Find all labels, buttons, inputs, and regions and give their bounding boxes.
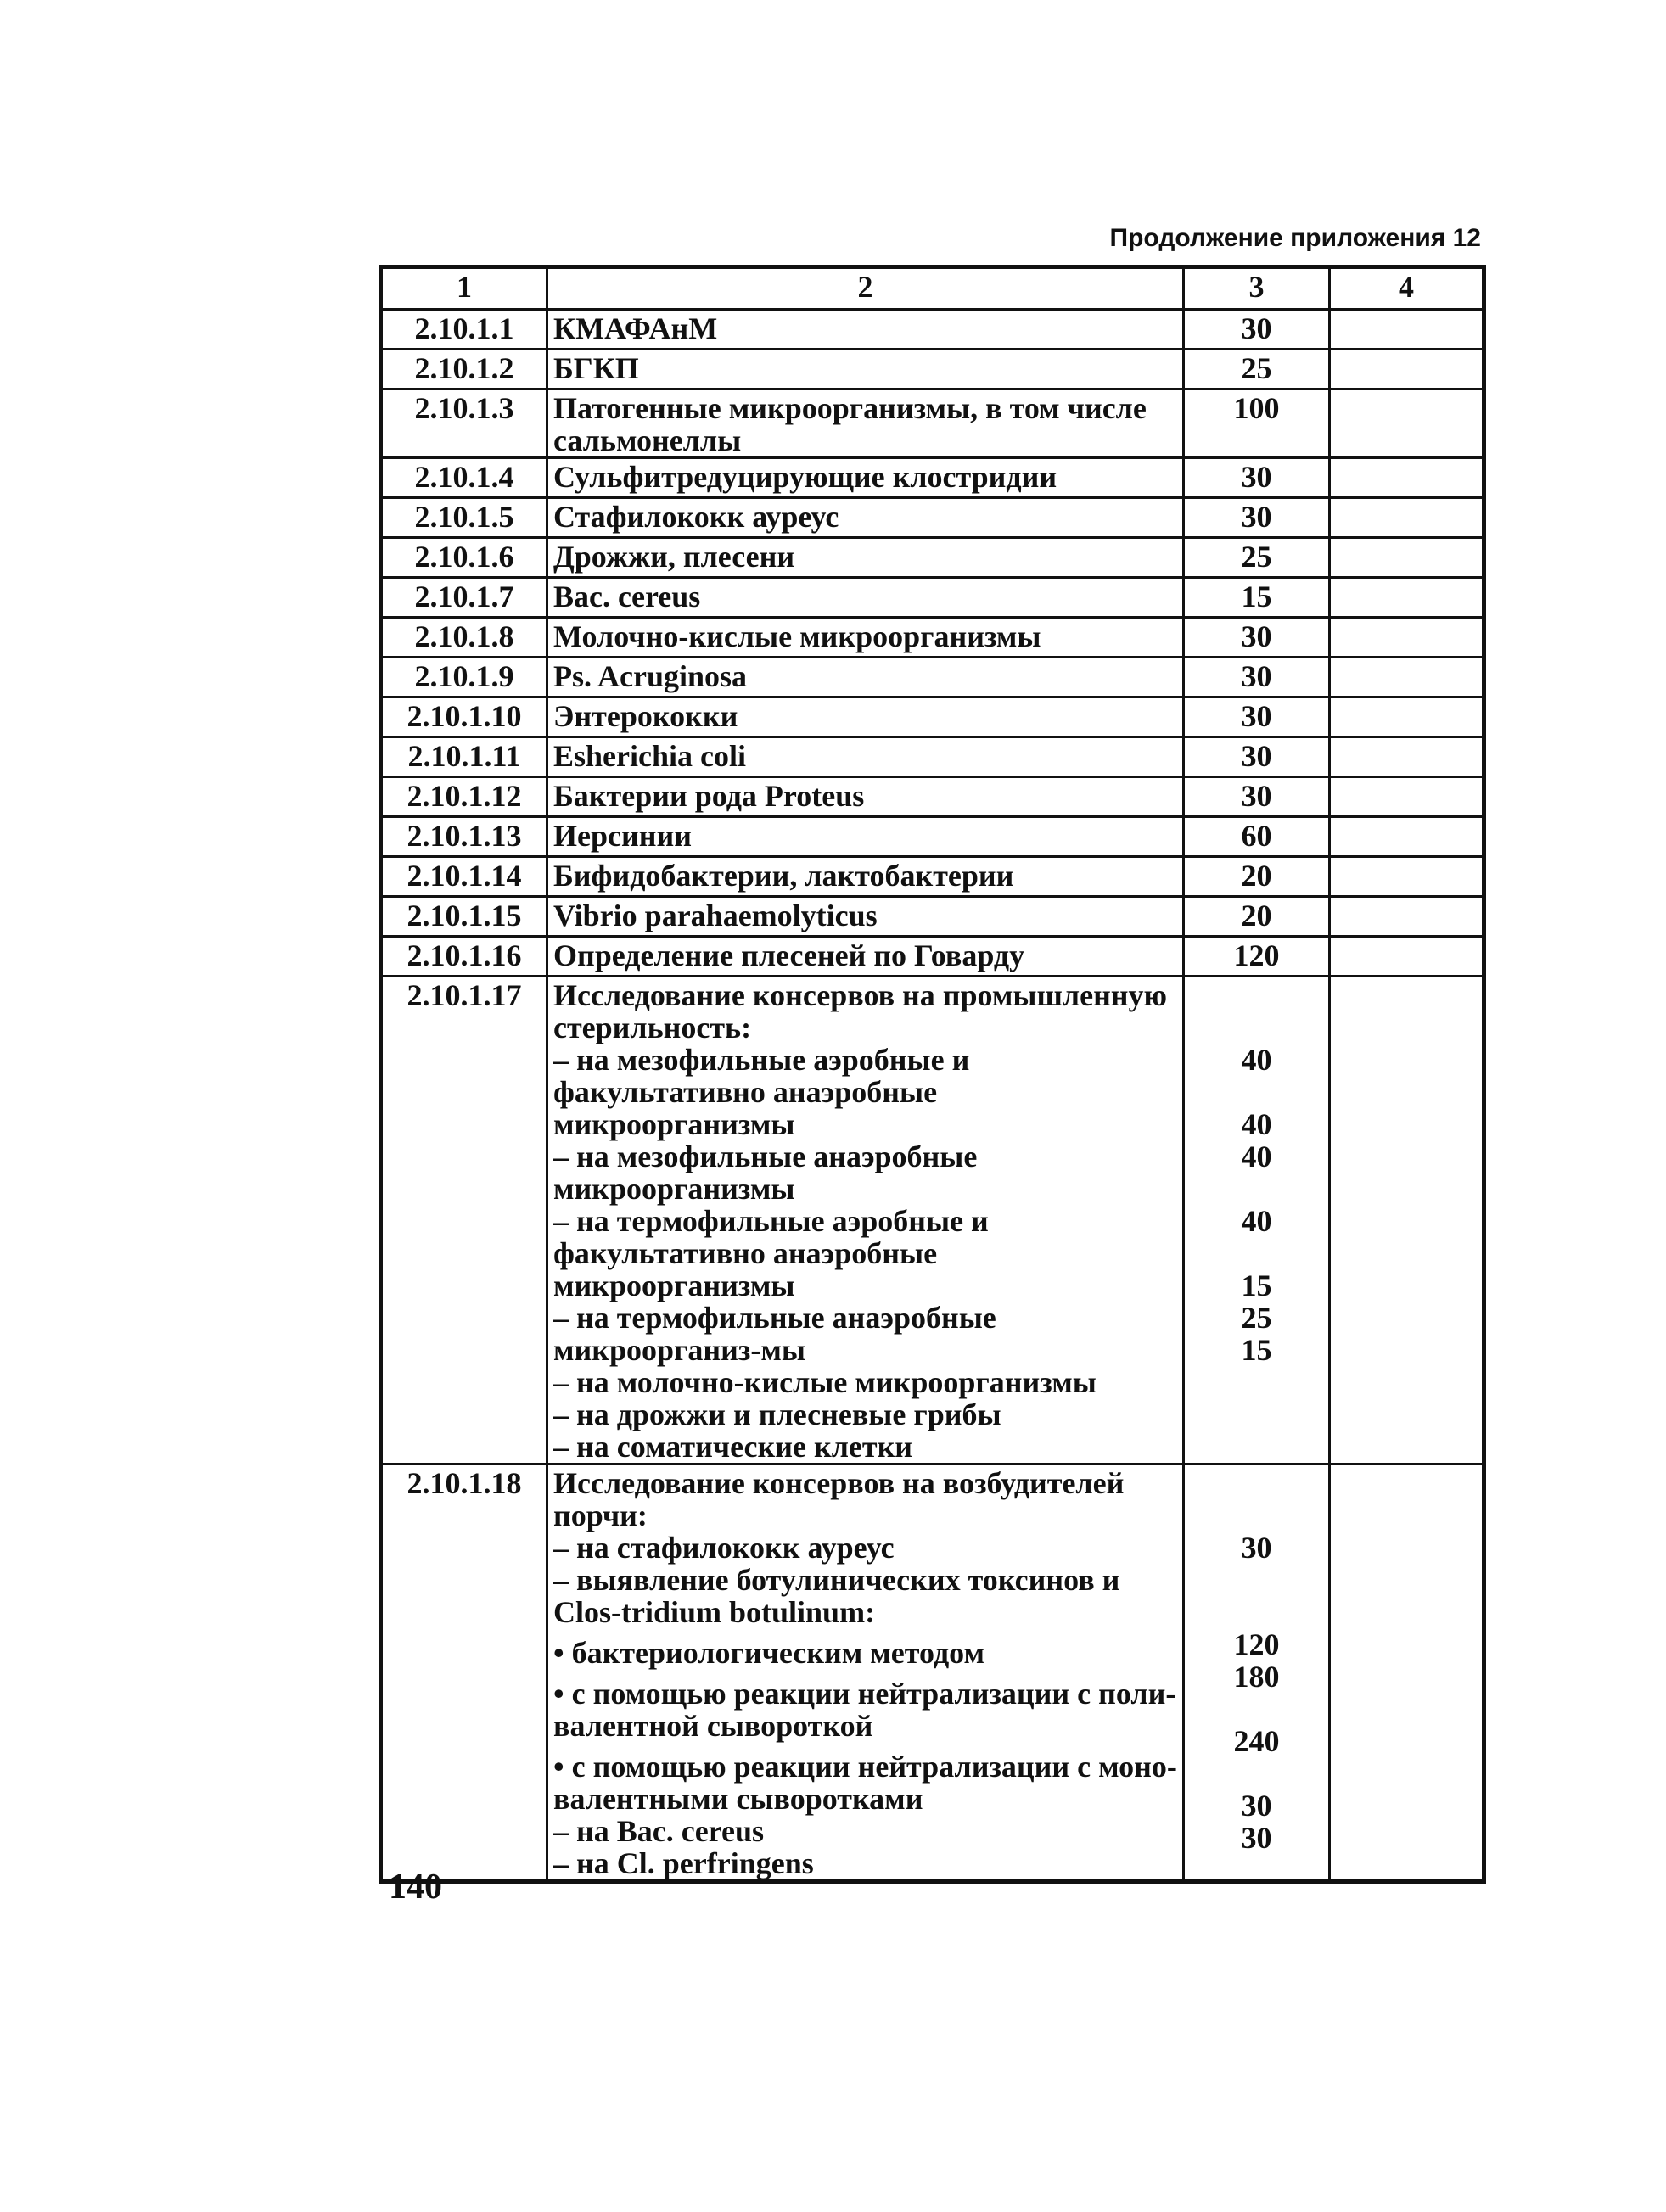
sub-item: – на мезофильные аэробные и факультативно анаэробные микроорганизмы: [553, 1043, 970, 1141]
sub-item: – на стафилококк ауреус: [553, 1531, 895, 1565]
sub-value: 240: [1233, 1724, 1280, 1758]
table-row: [381, 350, 1484, 389]
row-name: Vibrio parahaemolyticus: [547, 897, 1184, 937]
price-table: [379, 265, 1486, 1884]
table-row: [381, 857, 1484, 897]
sub-value: 30: [1241, 1531, 1272, 1565]
row-value: 25: [1184, 350, 1330, 389]
row-number: 2.10.1.10: [381, 697, 547, 737]
row-value: 30: [1184, 310, 1330, 350]
row-name: Патогенные микроорганизмы, в том числе сальмонеллы: [547, 389, 1184, 458]
sub-value: 40: [1241, 1107, 1272, 1141]
row-value: 120: [1184, 937, 1330, 977]
row-number: 2.10.1.18: [381, 1464, 547, 1882]
sub-value: 15: [1241, 1333, 1272, 1367]
table-row: [381, 310, 1484, 350]
row-value: 30: [1184, 737, 1330, 777]
row-value: 30: [1184, 697, 1330, 737]
row-name: Esherichia coli: [547, 737, 1184, 777]
sub-value: 25: [1241, 1301, 1272, 1335]
row-name: Бактерии рода Proteus: [547, 777, 1184, 817]
row-empty-cell: [1330, 538, 1484, 578]
row-empty-cell: [1330, 697, 1484, 737]
row-number: 2.10.1.1: [381, 310, 547, 350]
sub-value: 30: [1241, 1821, 1272, 1855]
sub-value: 40: [1241, 1140, 1272, 1173]
row-empty-cell: [1330, 458, 1484, 498]
table-row-sterility: [381, 977, 1484, 1464]
row-name: Бифидобактерии, лактобактерии: [547, 857, 1184, 897]
row-value: 15: [1184, 578, 1330, 618]
row-empty-cell: [1330, 897, 1484, 937]
row-number: 2.10.1.6: [381, 538, 547, 578]
sub-item: – на термофильные анаэробные микроорганиз-мы: [553, 1301, 996, 1367]
row-empty-cell: [1330, 937, 1484, 977]
row-number: 2.10.1.17: [381, 977, 547, 1464]
row-empty-cell: [1330, 977, 1484, 1464]
row-name: Сульфитредуцирующие клостридии: [547, 458, 1184, 498]
row-value: 30: [1184, 658, 1330, 697]
row-number: 2.10.1.15: [381, 897, 547, 937]
row-empty-cell: [1330, 1464, 1484, 1882]
header-col-4: 4: [1330, 267, 1484, 310]
row-value: 20: [1184, 857, 1330, 897]
row-empty-cell: [1330, 658, 1484, 697]
row-number: 2.10.1.11: [381, 737, 547, 777]
table-row: [381, 578, 1484, 618]
row-values: [1184, 1464, 1330, 1882]
table-row: [381, 777, 1484, 817]
row-number: 2.10.1.9: [381, 658, 547, 697]
sub-item: – на дрожжи и плесневые грибы: [553, 1397, 1001, 1431]
sub-value: 15: [1241, 1268, 1272, 1302]
row-empty-cell: [1330, 618, 1484, 658]
row-value: 30: [1184, 618, 1330, 658]
row-empty-cell: [1330, 350, 1484, 389]
row-name: Определение плесеней по Говарду: [547, 937, 1184, 977]
header-col-2: 2: [547, 267, 1184, 310]
sub-item: – на Bac. cereus: [553, 1814, 765, 1848]
row-empty-cell: [1330, 737, 1484, 777]
row-name: КМАФАнМ: [547, 310, 1184, 350]
row-number: 2.10.1.12: [381, 777, 547, 817]
sub-item: – на Cl. perfringens: [553, 1846, 814, 1880]
table-row: [381, 937, 1484, 977]
header-col-3: 3: [1184, 267, 1330, 310]
row-name: Дрожжи, плесени: [547, 538, 1184, 578]
table-row: [381, 897, 1484, 937]
row-intro: Исследование консервов на промышленную стерильность:: [553, 978, 1168, 1044]
row-empty-cell: [1330, 857, 1484, 897]
table-row-spoilage: [381, 1464, 1484, 1882]
row-value: 30: [1184, 458, 1330, 498]
table-row: [381, 737, 1484, 777]
sub-item: – на термофильные аэробные и факультативно анаэробные микроорганизмы: [553, 1204, 989, 1302]
row-name: Молочно-кислые микроорганизмы: [547, 618, 1184, 658]
table-row: [381, 618, 1484, 658]
row-number: 2.10.1.2: [381, 350, 547, 389]
sub-item: – на мезофильные анаэробные микроорганизмы: [553, 1140, 978, 1206]
table-row: [381, 458, 1484, 498]
sub-value: 120: [1233, 1627, 1280, 1661]
page-number: 140: [389, 1868, 442, 1907]
sub-item: – на молочно-кислые микроорганизмы: [553, 1365, 1097, 1399]
row-description: [547, 977, 1184, 1464]
row-empty-cell: [1330, 389, 1484, 458]
row-description: [547, 1464, 1184, 1882]
row-name: Иерсинии: [547, 817, 1184, 857]
bullet-item: • с помощью реакции нейтрализации с моно-валентными сыворотками: [553, 1750, 1177, 1816]
row-number: 2.10.1.4: [381, 458, 547, 498]
row-value: 100: [1184, 389, 1330, 458]
row-number: 2.10.1.3: [381, 389, 547, 458]
row-number: 2.10.1.16: [381, 937, 547, 977]
row-name: Энтерококки: [547, 697, 1184, 737]
bullet-item: • с помощью реакции нейтрализации с поли-валентной сывороткой: [553, 1677, 1176, 1743]
row-number: 2.10.1.5: [381, 498, 547, 538]
row-value: 30: [1184, 498, 1330, 538]
table-row: [381, 817, 1484, 857]
row-empty-cell: [1330, 777, 1484, 817]
bullet-item: • бактериологическим методом: [553, 1636, 985, 1670]
table-row: [381, 498, 1484, 538]
row-name: Ps. Acruginosa: [547, 658, 1184, 697]
row-value: 30: [1184, 777, 1330, 817]
row-value: 20: [1184, 897, 1330, 937]
row-name: Стафилококк ауреус: [547, 498, 1184, 538]
sub-value: 180: [1233, 1660, 1280, 1694]
sub-item: – на соматические клетки: [553, 1430, 913, 1464]
row-intro: Исследование консервов на возбудителей порчи:: [553, 1466, 1125, 1532]
row-number: 2.10.1.8: [381, 618, 547, 658]
row-name: БГКП: [547, 350, 1184, 389]
row-values: [1184, 977, 1330, 1464]
row-value: 60: [1184, 817, 1330, 857]
row-empty-cell: [1330, 817, 1484, 857]
row-value: 25: [1184, 538, 1330, 578]
row-number: 2.10.1.14: [381, 857, 547, 897]
table-row: [381, 658, 1484, 697]
table-row: [381, 538, 1484, 578]
row-empty-cell: [1330, 578, 1484, 618]
row-empty-cell: [1330, 498, 1484, 538]
table-row: [381, 389, 1484, 458]
sub-item: – выявление ботулинических токсинов и Clos-tridium botulinum:: [553, 1563, 1120, 1629]
sub-value: 30: [1241, 1789, 1272, 1823]
row-number: 2.10.1.7: [381, 578, 547, 618]
table-caption: Продолжение приложения 12: [1109, 224, 1481, 252]
header-col-1: 1: [381, 267, 547, 310]
table-header-row: [381, 267, 1484, 310]
sub-value: 40: [1241, 1204, 1272, 1238]
row-name: Bac. cereus: [547, 578, 1184, 618]
table-row: [381, 697, 1484, 737]
row-empty-cell: [1330, 310, 1484, 350]
sub-value: 40: [1241, 1043, 1272, 1077]
row-number: 2.10.1.13: [381, 817, 547, 857]
